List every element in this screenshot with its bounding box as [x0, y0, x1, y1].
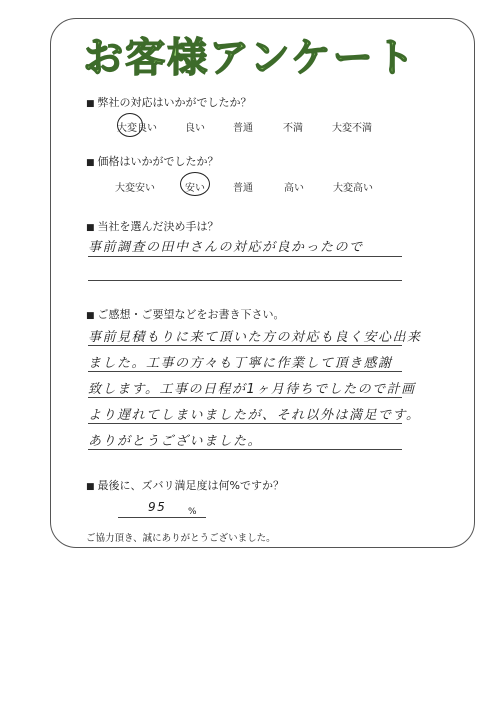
option-service-good[interactable]: 良い	[185, 123, 205, 134]
question-deciding-factor: ■ 当社を選んだ決め手は？	[86, 218, 219, 234]
thank-you-note: ご協力頂き、誠にありがとうございました。	[86, 533, 276, 544]
answer-line	[88, 397, 402, 398]
percent-unit: %	[188, 507, 197, 517]
comment-line-2: ました。工事の方々も丁寧に作業して頂き感謝	[88, 356, 393, 371]
option-price-normal[interactable]: 普通	[233, 183, 253, 194]
selection-circle-service	[117, 113, 143, 137]
option-service-dissatisfied[interactable]: 不満	[283, 123, 303, 134]
question-price: ■ 価格はいかがでしたか？	[86, 153, 219, 169]
option-service-normal[interactable]: 普通	[233, 123, 253, 134]
comment-line-3: 致します。工事の日程が1ヶ月待ちでしたので計画	[88, 382, 416, 397]
option-service-very-good[interactable]: 大変良い	[117, 123, 157, 134]
survey-title: お客様アンケート	[83, 35, 417, 81]
comment-line-1: 事前見積もりに来て頂いた方の対応も良く安心出来	[88, 330, 422, 345]
selection-circle-price	[180, 172, 210, 196]
comment-line-4: より遅れてしまいましたが、それ以外は満足です。	[88, 408, 421, 423]
answer-deciding-factor: 事前調査の田中さんの対応が良かったので	[88, 240, 364, 255]
option-service-very-dissatisfied[interactable]: 大変不満	[332, 123, 372, 134]
satisfaction-value: 95	[148, 500, 167, 514]
satisfaction-underline	[118, 517, 206, 518]
answer-line	[88, 256, 402, 257]
answer-line	[88, 423, 402, 424]
question-service: ■ 弊社の対応はいかがでしたか？	[86, 94, 252, 110]
answer-line	[88, 345, 402, 346]
question-comments: ■ ご感想・ご要望などをお書き下さい。	[86, 306, 285, 322]
answer-line	[88, 280, 402, 281]
option-price-very-cheap[interactable]: 大変安い	[115, 183, 155, 194]
option-price-expensive[interactable]: 高い	[284, 183, 304, 194]
answer-line	[88, 371, 402, 372]
option-price-cheap[interactable]: 安い	[185, 183, 205, 194]
question-satisfaction: ■ 最後に、ズバリ満足度は何%ですか？	[86, 477, 284, 493]
answer-line	[88, 449, 402, 450]
comment-line-5: ありがとうございました。	[88, 434, 263, 449]
option-price-very-expensive[interactable]: 大変高い	[333, 183, 373, 194]
